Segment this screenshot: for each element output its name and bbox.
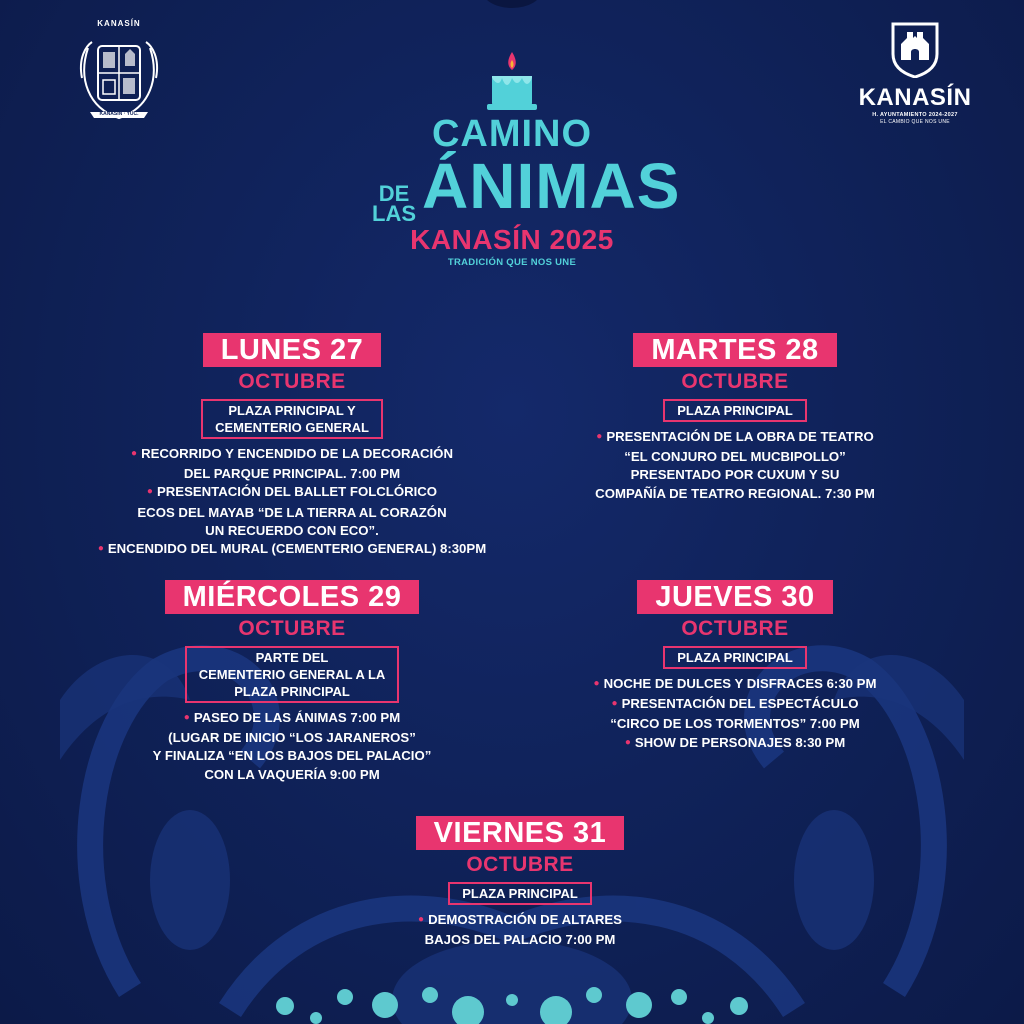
title-de: DE xyxy=(378,180,410,206)
candle-icon xyxy=(372,48,652,114)
event-text: CON LA VAQUERÍA 9:00 PM xyxy=(204,766,380,782)
event-line xyxy=(50,504,534,522)
day-title: MIÉRCOLES 29 xyxy=(165,580,420,614)
event-line xyxy=(50,483,534,503)
event-text: PRESENTACIÓN DEL BALLET FOLCLÓRICO xyxy=(156,484,438,500)
event-line xyxy=(530,485,940,503)
venue-line: CEMENTERIO GENERAL xyxy=(215,420,369,435)
event-line xyxy=(530,734,940,754)
venue-line: PLAZA PRINCIPAL xyxy=(234,684,350,699)
event-text: “EL CONJURO DEL MUCBIPOLLO” xyxy=(624,449,846,465)
bullet-icon: ● xyxy=(596,431,603,442)
bullet-icon: ● xyxy=(146,486,153,498)
event-text: NOCHE DE DULCES Y DISFRACES 6:30 PM xyxy=(603,676,877,691)
event-text: PRESENTACIÓN DEL ESPECTÁCULO xyxy=(621,696,859,712)
event-line xyxy=(530,695,940,715)
day-title: VIERNES 31 xyxy=(416,816,625,850)
title-tagline: TRADICIÓN QUE NOS UNE xyxy=(447,256,577,268)
day-block-miercoles xyxy=(92,580,492,784)
event-list xyxy=(322,911,718,949)
month-label: OCTUBRE xyxy=(466,853,574,876)
logo-line1: H. AYUNTAMIENTO 2024-2027 xyxy=(872,112,958,118)
venue-box xyxy=(201,399,383,439)
ayuntamiento-logo-icon xyxy=(889,20,941,78)
event-list xyxy=(50,445,534,560)
venue-line: PLAZA PRINCIPAL xyxy=(677,403,793,418)
event-line xyxy=(530,428,940,448)
ayuntamiento-logo xyxy=(848,20,982,130)
event-line xyxy=(322,911,718,931)
event-text: BAJOS DEL PALACIO 7:00 PM xyxy=(424,932,616,948)
venue-line: CEMENTERIO GENERAL A LA xyxy=(198,667,386,682)
event-text: ENCENDIDO DEL MURAL (CEMENTERIO GENERAL) 8:30PM xyxy=(107,541,487,557)
bullet-icon: ● xyxy=(183,712,190,723)
event-text: SHOW DE PERSONAJES 8:30 PM xyxy=(634,734,846,750)
event-text: PRESENTADO POR CUXUM Y SU xyxy=(630,467,840,483)
event-text: DEL PARQUE PRINCIPAL. 7:00 PM xyxy=(183,466,401,482)
event-text: “CIRCO DE LOS TORMENTOS” 7:00 PM xyxy=(610,716,860,732)
event-line xyxy=(92,747,492,765)
event-text: ECOS DEL MAYAB “DE LA TIERRA AL CORAZÓN xyxy=(137,504,447,520)
bullet-icon: ● xyxy=(131,448,138,459)
month-label: OCTUBRE xyxy=(238,370,346,393)
municipal-crest-icon xyxy=(78,18,160,122)
bullet-icon: ● xyxy=(611,698,618,710)
title-las: LAS xyxy=(372,200,416,226)
event-text: Y FINALIZA “EN LOS BAJOS DEL PALACIO” xyxy=(152,748,432,764)
venue-line: PARTE DEL xyxy=(255,650,329,665)
bullet-icon: ● xyxy=(624,736,631,748)
event-text: UN RECUERDO CON ECO”. xyxy=(205,522,379,538)
event-line xyxy=(50,540,534,560)
venue-line: PLAZA PRINCIPAL xyxy=(462,886,578,901)
event-line xyxy=(530,675,940,695)
venue-box xyxy=(185,646,400,703)
event-line xyxy=(92,766,492,784)
event-text: PRESENTACIÓN DE LA OBRA DE TEATRO xyxy=(606,429,874,444)
event-line xyxy=(50,522,534,540)
title-city-year: KANASÍN 2025 xyxy=(410,223,614,255)
event-list xyxy=(92,709,492,784)
bullet-icon: ● xyxy=(593,678,600,689)
event-list xyxy=(530,675,940,754)
event-line xyxy=(530,715,940,733)
bullet-icon: ● xyxy=(418,914,425,925)
event-line xyxy=(322,931,718,949)
venue-box xyxy=(663,646,807,669)
event-title-logo xyxy=(372,48,681,270)
event-text: DEMOSTRACIÓN DE ALTARES xyxy=(428,912,622,927)
venue-line: PLAZA PRINCIPAL xyxy=(677,650,793,665)
event-line xyxy=(530,448,940,466)
bullet-icon: ● xyxy=(97,543,104,555)
event-text: PASEO DE LAS ÁNIMAS 7:00 PM xyxy=(193,710,401,725)
crest-top-text: KANASÍN xyxy=(97,19,141,28)
crest-bottom-text: KANASÍN · YUC. xyxy=(99,111,139,117)
event-line xyxy=(92,729,492,747)
event-line xyxy=(92,709,492,729)
day-block-viernes xyxy=(322,816,718,949)
event-line xyxy=(50,465,534,483)
event-text: RECORRIDO Y ENCENDIDO DE LA DECORACIÓN xyxy=(141,446,453,461)
logo-name: KANASÍN xyxy=(858,84,972,111)
event-list xyxy=(530,428,940,503)
title-camino: CAMINO xyxy=(431,113,593,155)
event-line xyxy=(530,466,940,484)
event-text: COMPAÑÍA DE TEATRO REGIONAL. 7:30 PM xyxy=(595,485,875,501)
month-label: OCTUBRE xyxy=(681,617,789,640)
day-title: MARTES 28 xyxy=(633,333,836,367)
venue-box xyxy=(663,399,807,422)
day-block-lunes xyxy=(50,333,534,560)
logo-line2: EL CAMBIO QUE NOS UNE xyxy=(880,119,950,125)
day-block-martes xyxy=(530,333,940,503)
venue-box xyxy=(448,882,592,905)
title-animas: ÁNIMAS xyxy=(422,150,681,222)
day-title: LUNES 27 xyxy=(203,333,382,367)
month-label: OCTUBRE xyxy=(238,617,346,640)
event-text: (LUGAR DE INICIO “LOS JARANEROS” xyxy=(168,730,416,746)
day-block-jueves xyxy=(530,580,940,754)
month-label: OCTUBRE xyxy=(681,370,789,393)
event-line xyxy=(50,445,534,465)
venue-line: PLAZA PRINCIPAL Y xyxy=(228,403,356,418)
day-title: JUEVES 30 xyxy=(637,580,832,614)
